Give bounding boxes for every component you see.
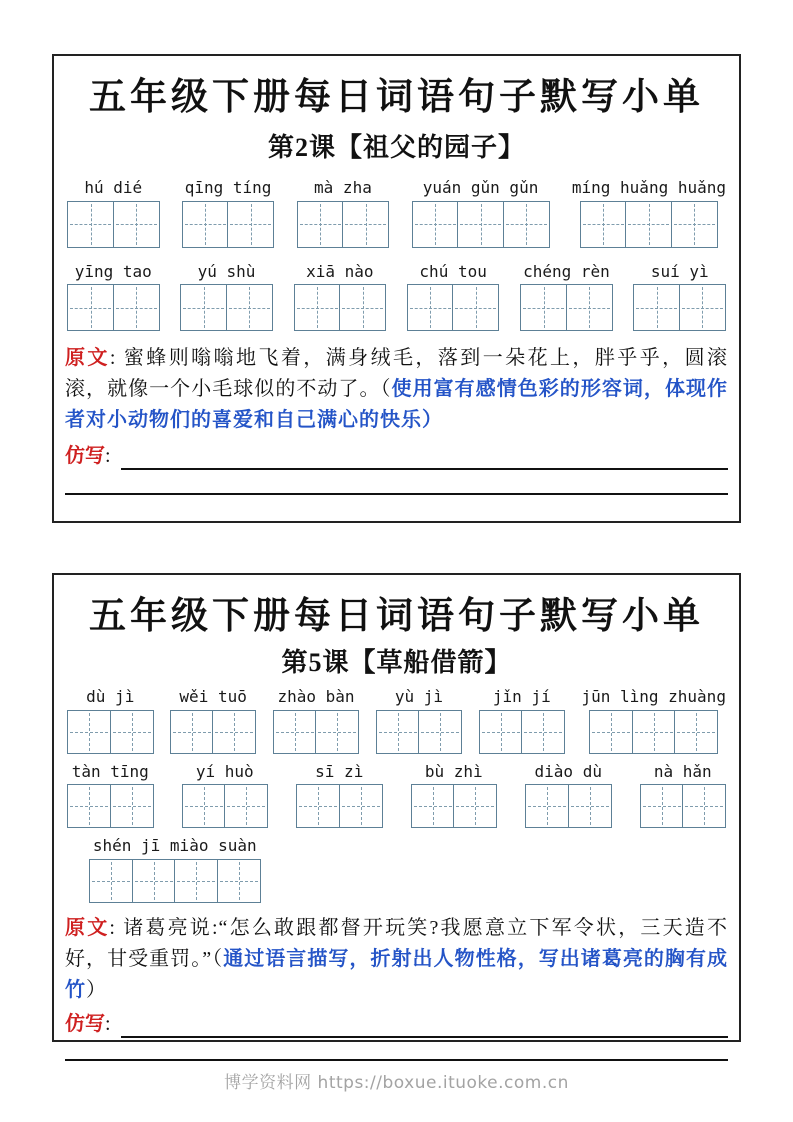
- tianzige-box: [113, 284, 160, 331]
- pinyin-word-row: [65, 179, 728, 247]
- box-horizontal-dash: [173, 732, 211, 733]
- tianzige-box: [67, 710, 111, 754]
- word-group: [572, 179, 726, 247]
- word-group: [581, 688, 726, 753]
- word-group: [294, 263, 387, 331]
- box-horizontal-dash: [70, 806, 108, 807]
- pinyin-label: yù jì: [394, 687, 443, 707]
- box-horizontal-dash: [569, 308, 610, 309]
- writing-boxes: [180, 284, 273, 331]
- imitation-row: [65, 442, 728, 470]
- source-paragraph: [65, 343, 728, 436]
- box-horizontal-dash: [185, 806, 223, 807]
- box-horizontal-dash: [685, 806, 723, 807]
- box-horizontal-dash: [177, 881, 215, 882]
- box-horizontal-dash: [414, 806, 452, 807]
- box-horizontal-dash: [300, 224, 341, 225]
- box-horizontal-dash: [345, 224, 386, 225]
- pinyin-label: dù jì: [86, 687, 135, 707]
- source-text: 诸葛亮说:“怎么敢跟都督开玩笑?我愿意立下军令状，三天造不好，甘受重罚。”（: [65, 916, 729, 970]
- box-horizontal-dash: [92, 881, 130, 882]
- box-horizontal-dash: [643, 806, 681, 807]
- word-group: [479, 688, 566, 753]
- pinyin-label: bù zhì: [424, 761, 483, 781]
- tianzige-box: [339, 284, 386, 331]
- pinyin-label: qīng tíng: [184, 178, 272, 198]
- pinyin-label: wěi tuō: [179, 687, 247, 707]
- box-horizontal-dash: [113, 806, 151, 807]
- box-horizontal-dash: [318, 732, 356, 733]
- box-horizontal-dash: [379, 732, 417, 733]
- box-horizontal-dash: [135, 881, 173, 882]
- box-horizontal-dash: [410, 308, 451, 309]
- word-group: [67, 688, 154, 753]
- imitation-row: [65, 1010, 728, 1038]
- tianzige-box: [297, 201, 344, 248]
- word-group: [407, 263, 500, 331]
- tianzige-box: [226, 284, 273, 331]
- tianzige-box: [89, 859, 133, 903]
- tianzige-box: [294, 284, 341, 331]
- tianzige-box: [682, 784, 726, 828]
- writing-boxes: [89, 859, 261, 903]
- word-group: [520, 263, 613, 331]
- card-subtitle-lesson: 第2课【祖父的园子】: [267, 133, 525, 163]
- pinyin-label: zhào bàn: [277, 687, 355, 707]
- box-horizontal-dash: [674, 224, 715, 225]
- box-horizontal-dash: [528, 806, 566, 807]
- word-group: [376, 688, 463, 753]
- tianzige-box: [296, 784, 340, 828]
- writing-boxes: [376, 710, 463, 754]
- writing-boxes: [67, 784, 154, 828]
- tianzige-box: [525, 784, 569, 828]
- tianzige-box: [580, 201, 627, 248]
- writing-boxes: [479, 710, 566, 754]
- writing-boxes: [297, 201, 390, 248]
- word-group: [182, 179, 275, 247]
- writing-boxes: [525, 784, 612, 828]
- box-horizontal-dash: [116, 224, 157, 225]
- box-horizontal-dash: [415, 224, 456, 225]
- tianzige-box: [453, 784, 497, 828]
- pinyin-word-row: [65, 763, 728, 828]
- imitation-writing-line: [121, 1014, 728, 1038]
- box-horizontal-dash: [299, 806, 337, 807]
- writing-boxes: [412, 201, 550, 248]
- box-horizontal-dash: [342, 806, 380, 807]
- card-title: 五年级下册每日词语句子默写小单: [89, 77, 704, 118]
- source-note-close: ）: [86, 978, 107, 1001]
- tianzige-box: [520, 284, 567, 331]
- word-group: [525, 763, 612, 828]
- box-horizontal-dash: [592, 732, 630, 733]
- writing-boxes: [640, 784, 727, 828]
- word-group: [296, 763, 383, 828]
- box-horizontal-dash: [185, 224, 226, 225]
- pinyin-label: míng huǎng huǎng: [571, 178, 726, 198]
- box-horizontal-dash: [220, 881, 258, 882]
- tianzige-box: [589, 710, 633, 754]
- word-group: [180, 263, 273, 331]
- writing-boxes: [407, 284, 500, 331]
- tianzige-box: [452, 284, 499, 331]
- box-horizontal-dash: [677, 732, 715, 733]
- tianzige-box: [568, 784, 612, 828]
- tianzige-box: [180, 284, 227, 331]
- word-group: [640, 763, 727, 828]
- tianzige-box: [633, 284, 680, 331]
- pinyin-label: jūn lìng zhuàng: [581, 687, 726, 707]
- tianzige-box: [132, 859, 176, 903]
- tianzige-box: [566, 284, 613, 331]
- box-horizontal-dash: [523, 308, 564, 309]
- writing-boxes: [520, 284, 613, 331]
- source-paragraph: [65, 913, 728, 1006]
- box-horizontal-dash: [506, 224, 547, 225]
- box-horizontal-dash: [456, 806, 494, 807]
- pinyin-label: yú shù: [197, 261, 256, 281]
- tianzige-box: [113, 201, 160, 248]
- pinyin-word-row: [65, 688, 728, 753]
- tianzige-box: [640, 784, 684, 828]
- tianzige-box: [174, 859, 218, 903]
- tianzige-box: [182, 784, 226, 828]
- pinyin-label: shén jī miào suàn: [92, 836, 257, 856]
- writing-boxes: [182, 784, 269, 828]
- imitation-colon: :: [105, 1012, 111, 1035]
- box-horizontal-dash: [460, 224, 501, 225]
- word-group: [273, 688, 360, 753]
- tianzige-box: [67, 784, 111, 828]
- tianzige-box: [110, 784, 154, 828]
- watermark-site-url: 博学资料网 https://boxue.ituoke.com.cn: [224, 1073, 569, 1093]
- source-label: 原文: [65, 347, 110, 370]
- word-group: [412, 179, 550, 247]
- tianzige-box: [339, 784, 383, 828]
- writing-boxes: [633, 284, 726, 331]
- writing-boxes: [273, 710, 360, 754]
- tianzige-box: [679, 284, 726, 331]
- imitation-writing-line: [121, 446, 728, 470]
- box-horizontal-dash: [583, 224, 624, 225]
- tianzige-box: [110, 710, 154, 754]
- writing-boxes: [67, 201, 160, 248]
- box-horizontal-dash: [229, 308, 270, 309]
- box-horizontal-dash: [628, 224, 669, 225]
- box-horizontal-dash: [482, 732, 520, 733]
- tianzige-box: [315, 710, 359, 754]
- pinyin-label: yīng tao: [74, 261, 152, 281]
- imitation-writing-line-2: [65, 1059, 728, 1061]
- pinyin-label: xiā nào: [306, 261, 374, 281]
- pinyin-label: mà zha: [314, 178, 372, 198]
- card-title: 五年级下册每日词语句子默写小单: [89, 596, 704, 637]
- source-text: 蜜蜂则嗡嗡地飞着，满身绒毛，落到一朵花上，胖乎乎，圆滚滚，就像一个小毛球似的不动了。（: [65, 347, 729, 401]
- box-horizontal-dash: [70, 308, 111, 309]
- imitation-writing-line-2: [65, 493, 728, 495]
- pinyin-label: yuán gǔn gǔn: [422, 178, 539, 198]
- tianzige-box: [182, 201, 229, 248]
- box-horizontal-dash: [230, 224, 271, 225]
- box-horizontal-dash: [215, 732, 253, 733]
- tianzige-box: [212, 710, 256, 754]
- tianzige-box: [412, 201, 459, 248]
- writing-boxes: [67, 710, 154, 754]
- tianzige-box: [227, 201, 274, 248]
- tianzige-box: [67, 284, 114, 331]
- box-horizontal-dash: [113, 732, 151, 733]
- pinyin-label: yí huò: [195, 761, 254, 781]
- tianzige-box: [674, 710, 718, 754]
- tianzige-box: [671, 201, 718, 248]
- pinyin-word-row: [65, 263, 728, 331]
- tianzige-box: [67, 201, 114, 248]
- writing-boxes: [182, 201, 275, 248]
- source-colon: :: [109, 347, 124, 370]
- pinyin-label: hú dié: [84, 178, 143, 198]
- tianzige-box: [411, 784, 455, 828]
- word-group: [411, 763, 498, 828]
- writing-boxes: [580, 201, 718, 248]
- box-horizontal-dash: [70, 224, 111, 225]
- pinyin-label: jǐn jí: [492, 687, 551, 707]
- box-horizontal-dash: [524, 732, 562, 733]
- card-subtitle-lesson: 第5课【草船借箭】: [281, 648, 512, 678]
- pinyin-label: nà hǎn: [653, 761, 712, 781]
- tianzige-box: [376, 710, 420, 754]
- box-horizontal-dash: [183, 308, 224, 309]
- pinyin-label: chú tou: [419, 261, 487, 281]
- writing-boxes: [170, 710, 257, 754]
- word-group: [182, 763, 269, 828]
- box-horizontal-dash: [116, 308, 157, 309]
- tianzige-box: [521, 710, 565, 754]
- box-horizontal-dash: [70, 732, 108, 733]
- tianzige-box: [224, 784, 268, 828]
- pinyin-label: tàn tīng: [71, 761, 149, 781]
- word-group: [67, 763, 154, 828]
- box-horizontal-dash: [636, 308, 677, 309]
- tianzige-box: [217, 859, 261, 903]
- writing-boxes: [67, 284, 160, 331]
- word-group: [89, 837, 261, 902]
- tianzige-box: [457, 201, 504, 248]
- tianzige-box: [170, 710, 214, 754]
- worksheet-card-lesson-5: [52, 573, 741, 1042]
- pinyin-label: chéng rèn: [523, 261, 610, 281]
- pinyin-word-row: [65, 837, 728, 902]
- pinyin-label: diào dù: [534, 761, 602, 781]
- word-group: [67, 179, 160, 247]
- tianzige-box: [273, 710, 317, 754]
- writing-boxes: [589, 710, 718, 754]
- word-group: [633, 263, 726, 331]
- writing-boxes: [411, 784, 498, 828]
- source-label: 原文: [65, 916, 110, 939]
- source-note: 使用富有感情色彩的形容词，体现作者对小动物们的喜爱和自己满心的快乐）: [65, 378, 729, 432]
- tianzige-box: [418, 710, 462, 754]
- imitation-label: 仿写: [65, 445, 105, 468]
- box-horizontal-dash: [455, 308, 496, 309]
- box-horizontal-dash: [227, 806, 265, 807]
- box-horizontal-dash: [421, 732, 459, 733]
- tianzige-box: [342, 201, 389, 248]
- imitation-label: 仿写: [65, 1012, 105, 1035]
- tianzige-box: [407, 284, 454, 331]
- source-colon: :: [109, 916, 124, 939]
- tianzige-box: [479, 710, 523, 754]
- writing-boxes: [294, 284, 387, 331]
- tianzige-box: [625, 201, 672, 248]
- writing-boxes: [296, 784, 383, 828]
- word-group: [67, 263, 160, 331]
- box-horizontal-dash: [682, 308, 723, 309]
- tianzige-box: [632, 710, 676, 754]
- source-note: 通过语言描写，折射出人物性格，写出诸葛亮的胸有成竹: [65, 947, 729, 1001]
- box-horizontal-dash: [571, 806, 609, 807]
- word-group: [297, 179, 390, 247]
- pinyin-label: sī zì: [315, 761, 364, 781]
- box-horizontal-dash: [342, 308, 383, 309]
- word-group: [170, 688, 257, 753]
- worksheet-card-lesson-2: [52, 54, 741, 523]
- box-horizontal-dash: [297, 308, 338, 309]
- pinyin-label: suí yì: [650, 261, 709, 281]
- tianzige-box: [503, 201, 550, 248]
- imitation-colon: :: [105, 445, 111, 468]
- box-horizontal-dash: [276, 732, 314, 733]
- box-horizontal-dash: [635, 732, 673, 733]
